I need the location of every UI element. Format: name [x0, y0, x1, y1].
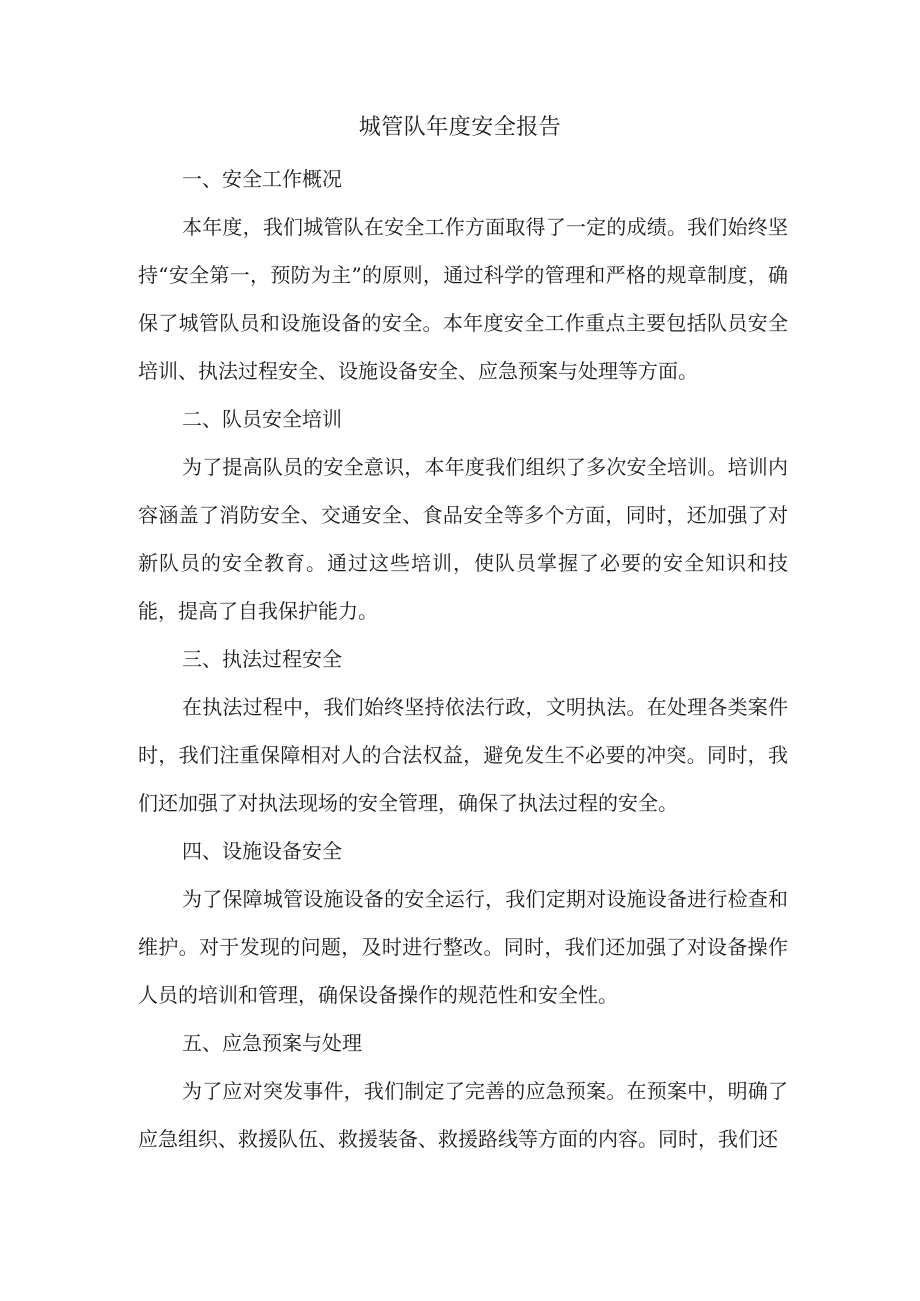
- section-heading: 四、设施设备安全: [182, 839, 342, 863]
- paragraph-text: 持“安全第一，预防为主”的原则，通过科学的管理和严格的规章制度，: [138, 263, 768, 287]
- section-overview: [138, 155, 788, 395]
- section-enforcement: [138, 635, 788, 827]
- paragraph-text: 本年度，我们城管队在安全工作方面取得了一定的成绩。我们始终坚: [182, 215, 788, 239]
- section-equipment: [138, 827, 788, 1019]
- paragraph-text: 容涵盖了消防安全、交通安全、食品安全等多个方面，同时，还加强了对: [138, 503, 788, 527]
- paragraph-text: 为了应对突发事件，我们制定了完善的应急预案。在预案中，明确了: [182, 1079, 788, 1103]
- paragraph-text: 为了提高队员的安全意识，本年度我们组织了多次安全培训。培训内: [182, 455, 788, 479]
- paragraph-text: 为了保障城管设施设备的安全运行，我们定期对设施设备进行检查和: [182, 887, 788, 911]
- section-paragraph: [138, 683, 788, 827]
- section-paragraph: [138, 875, 788, 1019]
- page-title: 城管队年度安全报告: [358, 115, 562, 140]
- paragraph-text: 应急组织、救援队伍、救援装备、救援路线等方面的内容。同时，我们还: [138, 1127, 778, 1151]
- paragraph-text: 新队员的安全教育。通过这些培训，使队员掌握了必要的安全知识和技能，: [138, 551, 788, 623]
- paragraph-text: 时，我们注重保障相对人的合法权益，避免发生不必要的冲突。同时，我: [138, 743, 788, 767]
- paragraph-text: 确保了城管队员和设施设备的安全。本年度安全工作重点主要包括队员安: [138, 263, 788, 335]
- paragraph-text: 维护。对于发现的问题，及时进行整改。同时，我们还加强了对设备操作: [138, 935, 788, 959]
- paragraph-text: 们还加强了对执法现场的安全管理，确保了执法过程的安全。: [138, 791, 678, 815]
- section-heading: 五、应急预案与处理: [182, 1031, 362, 1055]
- section-paragraph: [138, 203, 788, 395]
- section-paragraph: [138, 1067, 788, 1163]
- paragraph-text: 人员的培训和管理，确保设备操作的规范性和安全性。: [138, 983, 618, 1007]
- section-emergency: [138, 1019, 788, 1163]
- section-heading: 一、安全工作概况: [182, 167, 342, 191]
- paragraph-text: 全培训、执法过程安全、设施设备安全、应急预案与处理等方面。: [138, 311, 788, 383]
- section-heading: 三、执法过程安全: [182, 647, 342, 671]
- paragraph-text: 提高了自我保护能力。: [178, 599, 378, 623]
- paragraph-text: 在执法过程中，我们始终坚持依法行政，文明执法。在处理各类案件: [182, 695, 788, 719]
- section-paragraph: [138, 443, 788, 635]
- section-heading: 二、队员安全培训: [182, 407, 342, 431]
- document-body: [138, 155, 788, 1163]
- section-training: [138, 395, 788, 635]
